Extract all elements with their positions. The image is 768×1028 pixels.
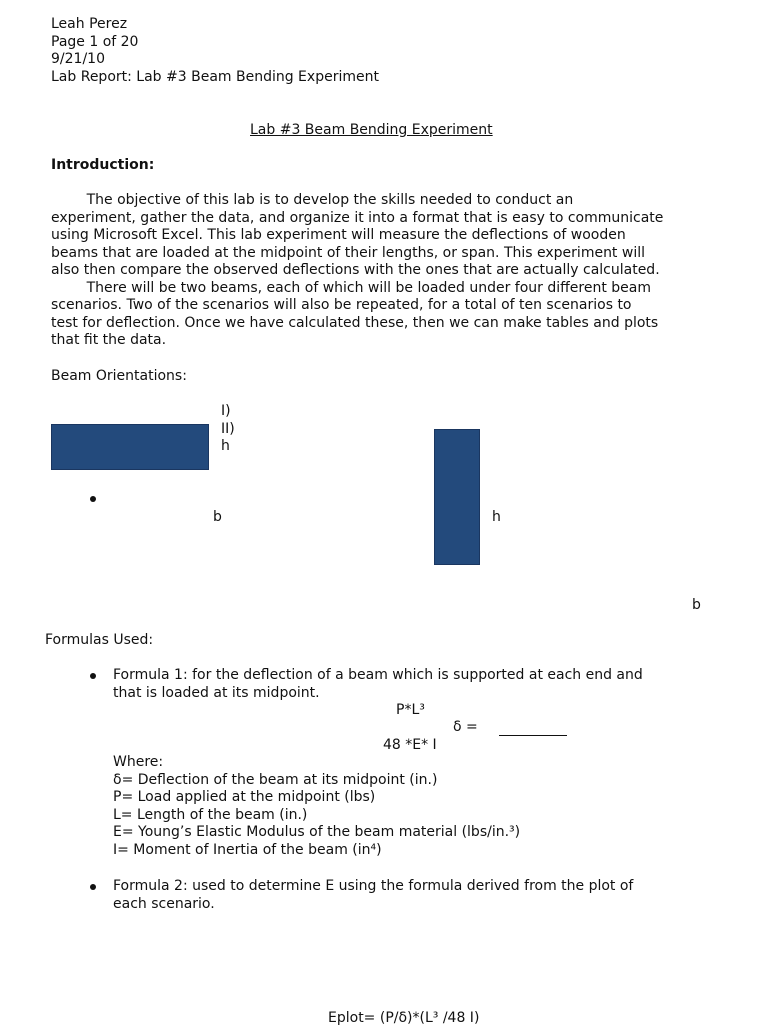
bullet-dot	[90, 673, 96, 679]
intro-line: beams that are loaded at the midpoint of their lengths, or span. This experiment will	[51, 244, 645, 261]
definition-load: P= Load applied at the midpoint (lbs)	[113, 789, 376, 805]
intro-line: experiment, gather the data, and organize it into a format that is easy to communicate	[51, 209, 664, 226]
intro-line: test for deflection. Once we have calculated these, then we can make tables and plots	[51, 314, 659, 331]
beam-1-height-label: h	[221, 438, 230, 454]
formulas-heading: Formulas Used:	[45, 632, 154, 648]
fraction-line	[499, 735, 567, 736]
introduction-paragraph-1	[51, 192, 721, 350]
orientation-label-ii: II)	[221, 421, 235, 437]
intro-line: The objective of this lab is to develop the skills needed to conduct an	[51, 192, 574, 208]
eplot-formula: Eplot= (P/δ)*(L³ /48 I)	[328, 1010, 480, 1026]
author-name: Leah Perez	[51, 16, 128, 32]
document-title: Lab #3 Beam Bending Experiment	[250, 122, 493, 138]
introduction-heading: Introduction:	[51, 157, 155, 173]
intro-line: scenarios. Two of the scenarios will also be repeated, for a total of ten scenarios to	[51, 297, 632, 313]
orientation-label-i: I)	[221, 403, 231, 419]
definition-inertia: I= Moment of Inertia of the beam (in⁴)	[113, 841, 382, 858]
beam-1-width-label: b	[213, 509, 222, 525]
formula-definitions	[113, 754, 520, 859]
formula-1-delta-equals: δ =	[453, 719, 478, 735]
intro-line: There will be two beams, each of which will be loaded under four different beam	[51, 279, 651, 296]
formula-2-line: Formula 2: used to determine E using the formula derived from the plot of	[113, 878, 634, 894]
definition-deflection: δ= Deflection of the beam at its midpoint (in.)	[113, 771, 438, 788]
bullet-dot	[90, 884, 96, 890]
formula-2-line: each scenario.	[113, 895, 215, 912]
formula-2-description	[113, 878, 633, 913]
beam-orientations-heading: Beam Orientations:	[51, 368, 187, 384]
formula-1-line: that is loaded at its midpoint.	[113, 684, 320, 701]
definition-length: L= Length of the beam (in.)	[113, 806, 308, 823]
formula-1-numerator: P*L³	[396, 702, 425, 718]
report-title: Lab Report: Lab #3 Beam Bending Experiment	[51, 69, 379, 85]
beam-1-horizontal	[51, 424, 209, 470]
page-number: Page 1 of 20	[51, 34, 139, 50]
formula-1-line: Formula 1: for the deflection of a beam which is supported at each end and	[113, 667, 643, 683]
formula-1-description	[113, 667, 643, 702]
intro-line: using Microsoft Excel. This lab experiment will measure the deflections of wooden	[51, 227, 626, 243]
where-label: Where:	[113, 754, 164, 770]
definition-modulus: E= Young’s Elastic Modulus of the beam material (lbs/in.³)	[113, 824, 521, 840]
beam-2-width-label: b	[692, 597, 701, 613]
formula-1-denominator: 48 *E* I	[383, 737, 437, 753]
bullet-dot	[90, 496, 96, 502]
beam-2-vertical	[434, 429, 480, 565]
beam-2-height-label: h	[492, 509, 501, 525]
intro-line: also then compare the observed deflections with the ones that are actually calculated.	[51, 262, 660, 278]
report-date: 9/21/10	[51, 51, 105, 67]
intro-line: that fit the data.	[51, 332, 167, 348]
